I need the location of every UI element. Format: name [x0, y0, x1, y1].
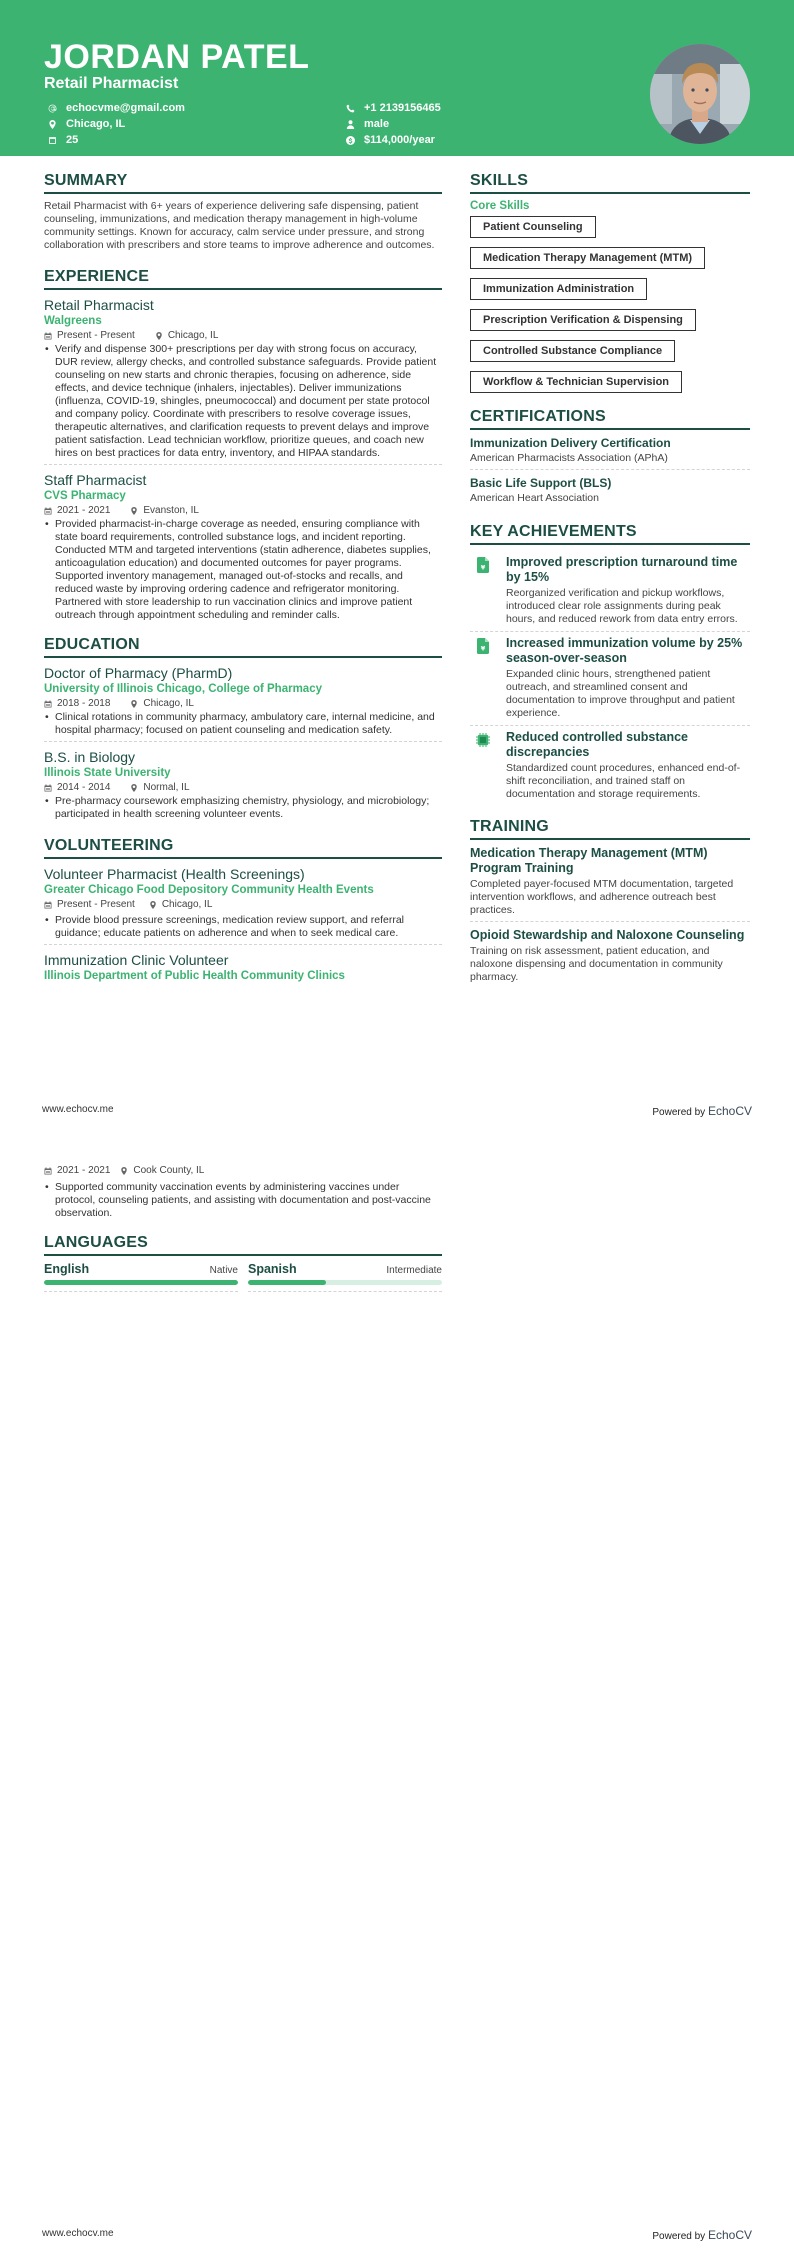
certification-item — [470, 436, 750, 470]
avatar — [650, 44, 750, 144]
skill-tag: Controlled Substance Compliance — [470, 340, 675, 362]
job-meta — [44, 504, 442, 517]
contact-gender — [344, 116, 441, 132]
education-bullet: • Clinical rotations in community pharmacy, ambulatory care, internal medicine, and hospital pharmacy; focused on patient counseling and medication safety. — [44, 711, 442, 737]
experience-entry — [44, 296, 442, 465]
achievement-title: Improved prescription turnaround time by 15% — [506, 555, 738, 584]
achievement-description: Reorganized verification and pickup workflows, introduced clear role assignments during peak hours, and reduced rework from data entry errors. — [506, 587, 738, 625]
job-location: Evanston, IL — [143, 505, 199, 516]
location-pin-icon — [130, 700, 138, 708]
education-location: Chicago, IL — [143, 698, 194, 709]
right-column — [470, 172, 750, 994]
language-proficiency-bar — [44, 1280, 238, 1285]
contact-phone-value: +1 2139156465 — [364, 102, 441, 114]
powered-by-label: Powered by — [652, 1107, 708, 1118]
contact-salary-value: $114,000/year — [364, 134, 435, 146]
education-dates: 2014 - 2014 — [57, 782, 111, 793]
experience-heading: EXPERIENCE — [44, 268, 442, 290]
page-footer — [0, 1104, 794, 1124]
volunteer-org: Greater Chicago Food Depository Community Health Events — [44, 884, 374, 896]
contact-age — [46, 132, 185, 148]
language-name: English — [44, 1262, 90, 1276]
volunteer-meta — [44, 1164, 442, 1177]
training-item — [470, 846, 750, 922]
education-dates: 2018 - 2018 — [57, 698, 111, 709]
calendar-icon — [44, 700, 52, 708]
achievement-description: Standardized count procedures, enhanced end-of-shift reconciliation, and trained staff on documentation and storage requirements. — [506, 762, 741, 800]
at-icon — [46, 104, 58, 113]
money-document-icon — [470, 636, 506, 720]
volunteer-dates: Present - Present — [57, 899, 135, 910]
calendar-icon — [46, 136, 58, 145]
candidate-role: Retail Pharmacist — [44, 75, 179, 92]
contact-phone[interactable] — [344, 100, 441, 116]
contacts-left — [46, 100, 185, 148]
volunteer-dates: 2021 - 2021 — [57, 1165, 111, 1176]
certification-title: Immunization Delivery Certification — [470, 436, 671, 450]
powered-by — [652, 1104, 752, 1118]
training-title: Opioid Stewardship and Naloxone Counseling — [470, 928, 745, 942]
calendar-icon — [44, 901, 52, 909]
languages-heading: LANGUAGES — [44, 1234, 442, 1256]
achievement-item — [470, 726, 750, 806]
page-two-content — [44, 1164, 442, 1292]
language-name: Spanish — [248, 1262, 297, 1276]
candidate-name: JORDAN PATEL — [44, 38, 310, 76]
volunteer-location: Cook County, IL — [133, 1165, 205, 1176]
training-title: Medication Therapy Management (MTM) Program Training — [470, 846, 708, 875]
education-bullets — [44, 795, 442, 821]
language-level: Native — [209, 1265, 238, 1276]
achievement-title: Reduced controlled substance discrepancies — [506, 730, 688, 759]
job-title: Retail Pharmacist — [44, 297, 154, 313]
volunteer-location: Chicago, IL — [161, 899, 213, 910]
company-name: Walgreens — [44, 315, 102, 327]
language-proficiency-fill — [248, 1280, 326, 1285]
location-pin-icon — [46, 120, 58, 129]
dollar-icon — [344, 136, 356, 145]
skills-heading: SKILLS — [470, 172, 750, 194]
volunteer-org: Illinois Department of Public Health Community Clinics — [44, 970, 345, 982]
location-pin-icon — [120, 1167, 128, 1175]
svg-text:¥: ¥ — [480, 644, 486, 653]
calendar-icon — [44, 332, 52, 340]
education-entry — [44, 748, 442, 825]
experience-entry — [44, 471, 442, 626]
powered-by — [652, 2228, 752, 2242]
training-heading: TRAINING — [470, 818, 750, 840]
money-document-icon — [470, 555, 506, 626]
volunteer-entry — [44, 865, 442, 945]
job-title: Staff Pharmacist — [44, 472, 147, 488]
achievements-heading: KEY ACHIEVEMENTS — [470, 523, 750, 545]
job-bullets — [44, 518, 442, 622]
education-meta — [44, 781, 442, 794]
contact-email-value: echocvme@gmail.com — [66, 102, 185, 114]
location-pin-icon — [155, 332, 163, 340]
user-icon — [344, 120, 356, 129]
powered-by-label: Powered by — [652, 2231, 708, 2242]
school-name: University of Illinois Chicago, College of Pharmacy — [44, 683, 322, 695]
job-bullet: • Provided pharmacist-in-charge coverage as needed, ensuring compliance with state board requirements, controlled substance logs, and incident reporting. Conducted MTM and targeted interventions (statin adherence, diabetes supplies, anticoagulation education) and documented outcomes for payer programs. Supported inventory management, managed out-of-stocks and recalls, and reduced waste by improving ordering cadence and refrigerator monitoring. Partnered with store leadership to run vaccination clinics and improve patient outreach through appointment scheduling and reminder calls. — [44, 518, 442, 622]
calendar-icon — [44, 507, 52, 515]
certification-issuer: American Heart Association — [470, 492, 599, 504]
summary-text: Retail Pharmacist with 6+ years of experience delivering safe dispensing, patient counseling, immunizations, and medication therapy management in high-volume community settings. Known for accuracy, calm service under pressure, and strong collaboration with prescribers and store teams to improve adherence and outcomes. — [44, 200, 435, 251]
education-bullet: • Pre-pharmacy coursework emphasizing chemistry, physiology, and microbiology; participated in health screening volunteer events. — [44, 795, 442, 821]
phone-icon — [344, 104, 356, 113]
training-description: Training on risk assessment, patient education, and naloxone dispensing and documentation in community pharmacy. — [470, 945, 723, 983]
resume-header — [0, 0, 794, 156]
volunteer-title: Volunteer Pharmacist (Health Screenings) — [44, 866, 305, 882]
volunteer-bullets — [44, 914, 442, 940]
degree-title: B.S. in Biology — [44, 749, 136, 765]
school-name: Illinois State University — [44, 767, 171, 779]
calendar-icon — [44, 1167, 52, 1175]
volunteer-bullet: • Supported community vaccination events by administering vaccines under protocol, counseling patients, and assisting with documentation and post-vaccine observation. — [44, 1181, 442, 1220]
job-meta — [44, 329, 442, 342]
brand-name: EchoCV — [707, 2228, 752, 2242]
training-item — [470, 928, 750, 988]
skills-category: Core Skills — [470, 200, 530, 212]
job-location: Chicago, IL — [167, 330, 219, 341]
education-heading: EDUCATION — [44, 636, 442, 658]
education-location: Normal, IL — [143, 782, 190, 793]
location-pin-icon — [149, 901, 157, 909]
training-description: Completed payer-focused MTM documentation, targeted intervention workflows, and adherence outreach best practices. — [470, 878, 734, 916]
contact-location — [46, 116, 185, 132]
contact-salary — [344, 132, 441, 148]
certifications-heading: CERTIFICATIONS — [470, 408, 750, 430]
calendar-icon — [44, 784, 52, 792]
location-pin-icon — [130, 507, 138, 515]
contacts-right — [344, 100, 441, 148]
volunteer-bullets — [44, 1181, 442, 1220]
job-bullets — [44, 343, 442, 460]
contact-gender-value: male — [364, 118, 390, 130]
language-item — [44, 1262, 238, 1292]
certification-title: Basic Life Support (BLS) — [470, 476, 612, 490]
language-level: Intermediate — [386, 1265, 442, 1276]
achievement-title: Increased immunization volume by 25% season-over-season — [506, 636, 743, 665]
skill-tag: Immunization Administration — [470, 278, 647, 300]
svg-text:¥: ¥ — [480, 563, 486, 572]
footer-site-link[interactable]: www.echocv.me — [42, 2228, 114, 2239]
achievement-description: Expanded clinic hours, strengthened patient outreach, and streamlined consent and documentation to improve throughput and patient experience. — [506, 668, 735, 719]
location-pin-icon — [130, 784, 138, 792]
volunteer-entry-start — [44, 951, 442, 984]
education-entry — [44, 664, 442, 742]
certification-item — [470, 476, 750, 509]
skill-tag: Workflow & Technician Supervision — [470, 371, 682, 393]
brand-name: EchoCV — [707, 1104, 752, 1118]
languages-list — [44, 1262, 442, 1292]
skill-tag: Prescription Verification & Dispensing — [470, 309, 696, 331]
job-dates: Present - Present — [57, 330, 135, 341]
degree-title: Doctor of Pharmacy (PharmD) — [44, 665, 233, 681]
left-column — [44, 172, 442, 984]
footer-site-link[interactable]: www.echocv.me — [42, 1104, 114, 1115]
achievement-item — [470, 551, 750, 632]
skills-list — [470, 216, 750, 402]
volunteer-bullet: • Provide blood pressure screenings, medication review support, and referral guidance; educate patients on adherence and when to seek medical care. — [44, 914, 442, 940]
volunteering-heading: VOLUNTEERING — [44, 837, 442, 859]
page-footer — [0, 2228, 794, 2248]
language-proficiency-bar — [248, 1280, 442, 1285]
education-meta — [44, 697, 442, 710]
job-dates: 2021 - 2021 — [57, 505, 111, 516]
language-item — [248, 1262, 442, 1292]
job-bullet: • Verify and dispense 300+ prescriptions per day with strong focus on accuracy, DUR review, allergy checks, and controlled substance safeguards. Provide patient counseling on new starts and chronic therapies, focusing on adherence, side effects, and device technique (inhalers, injectables). Deliver immunizations (influenza, COVID-19, shingles, pneumococcal) and document per state protocol and company policy. Coordinate with prescribers to resolve coverage issues, therapeutic alternatives, and clarification requests to prevent delays and improve patient satisfaction. Lead technician workflow, prioritize queues, and coach new hires on best practices for data entry, inventory, and HIPAA standards. — [44, 343, 442, 460]
language-proficiency-fill — [44, 1280, 238, 1285]
contact-email[interactable] — [46, 100, 185, 116]
contact-location-value: Chicago, IL — [66, 118, 126, 130]
achievement-item — [470, 632, 750, 726]
chip-icon — [470, 730, 506, 801]
summary-heading: SUMMARY — [44, 172, 442, 194]
skill-tag: Medication Therapy Management (MTM) — [470, 247, 705, 269]
volunteer-meta — [44, 898, 442, 911]
certification-issuer: American Pharmacists Association (APhA) — [470, 452, 668, 464]
company-name: CVS Pharmacy — [44, 490, 126, 502]
skill-tag: Patient Counseling — [470, 216, 596, 238]
contact-age-value: 25 — [66, 134, 79, 146]
education-bullets — [44, 711, 442, 737]
volunteer-title: Immunization Clinic Volunteer — [44, 952, 229, 968]
